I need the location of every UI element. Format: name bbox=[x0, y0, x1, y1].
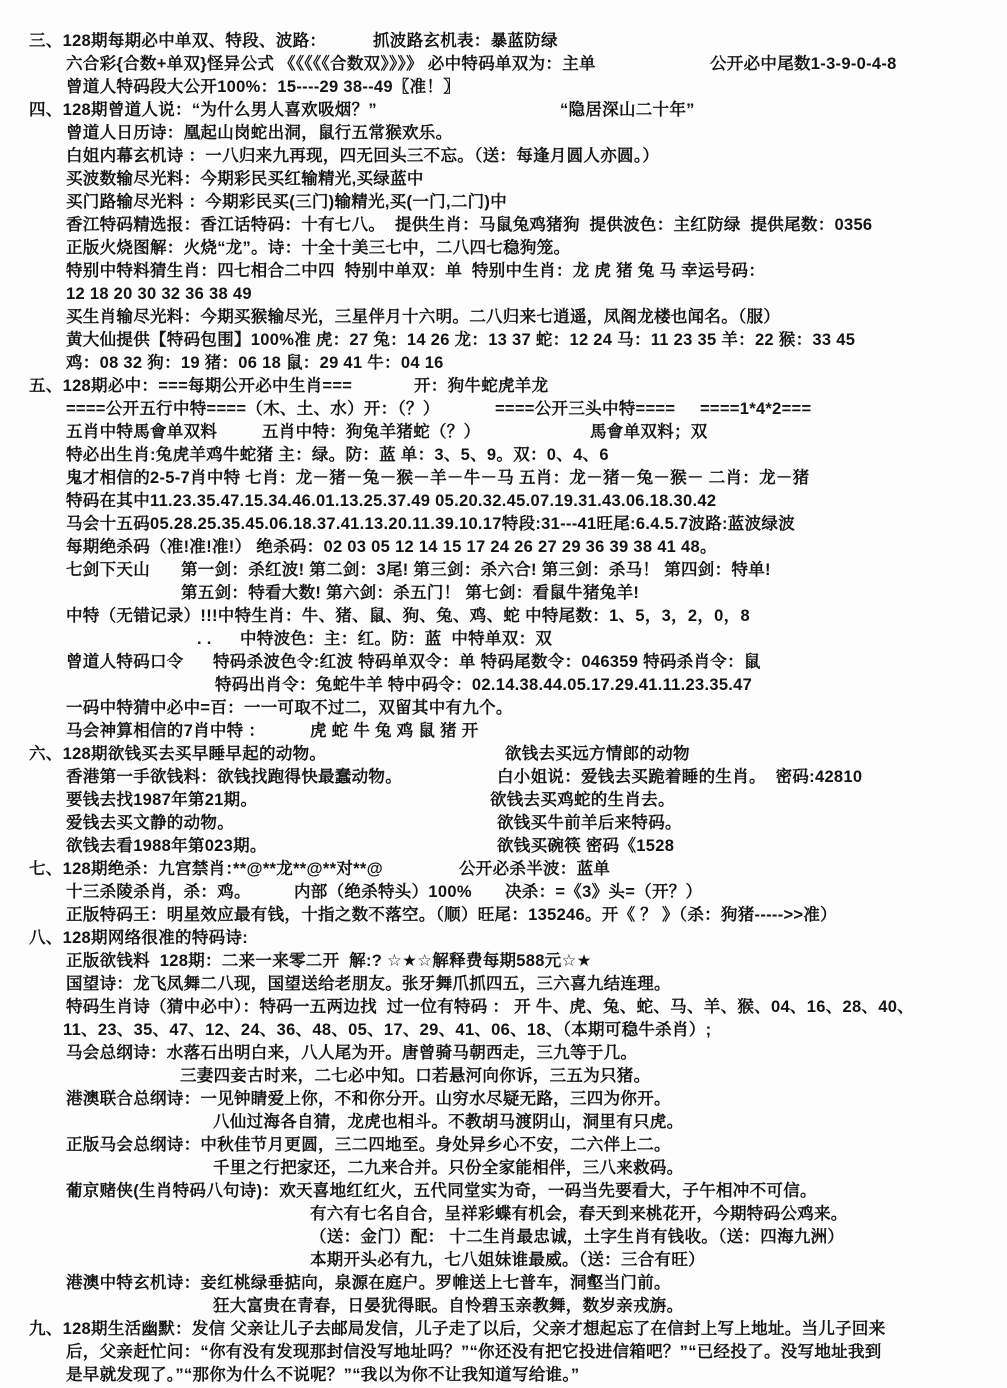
text-segment: 买生肖输尽光料：今期买猴输尽光，三星伴月十六明。二八归来七逍遥，凤阁龙楼也闻名。（服） bbox=[66, 308, 781, 326]
text-line bbox=[0, 1249, 1007, 1272]
text-line bbox=[0, 398, 1007, 421]
text-line bbox=[0, 835, 1007, 858]
text-segment: 决杀：=《3》头=（开？） bbox=[505, 883, 703, 901]
text-segment: 香港第一手欲钱料：欲钱找跑得快最蠢动物。 bbox=[66, 768, 402, 786]
text-segment: 八仙过海各自猜，龙虎也相斗。不教胡马渡阴山，洞里有只虎。 bbox=[213, 1113, 684, 1131]
text-segment: 第一剑：杀红波! 第二剑：3尾! 第三剑：杀六合! 第三剑：杀马！ 第四剑：特单! bbox=[181, 561, 771, 579]
text-segment: 曾道人特码口令 bbox=[66, 653, 184, 671]
text-segment: 特码在其中11.23.35.47.15.34.46.01.13.25.37.49 05.20.32.45.07.19.31.43.06.18.30.42 bbox=[66, 492, 717, 510]
text-line bbox=[0, 605, 1007, 628]
text-line bbox=[0, 1272, 1007, 1295]
text-line bbox=[0, 1364, 1007, 1387]
text-segment: 香江特码精选报：香江话特码：十有七八。 提供生肖：马鼠兔鸡猪狗 提供波色：主红防绿 提供尾数：0356 bbox=[66, 216, 873, 234]
text-line bbox=[0, 950, 1007, 973]
text-line bbox=[0, 513, 1007, 536]
text-segment: ====公开五行中特====（木、土、水）开：（？） bbox=[66, 400, 440, 418]
text-line bbox=[0, 927, 1007, 950]
text-line bbox=[0, 76, 1007, 99]
text-segment: 欲钱去买鸡蛇的生肖去。 bbox=[490, 791, 675, 809]
text-segment: 五肖中特馬會单双料 bbox=[66, 423, 218, 441]
text-line bbox=[0, 214, 1007, 237]
text-segment: 欲钱去买远方情郎的动物 bbox=[505, 745, 690, 763]
text-segment: 是早就发现了。”“那你为什么不说呢？”“我以为你不让我知道写给谁。” bbox=[66, 1366, 580, 1384]
text-line bbox=[0, 444, 1007, 467]
text-segment: 有六有七名自合，呈祥彩蝶有机会，春天到来桃花开，今期特码公鸡来。 bbox=[310, 1205, 848, 1223]
text-segment: 国望诗：龙飞凤舞二八现，国望送给老朋友。张牙舞爪抓四五，三六喜九结连理。 bbox=[66, 975, 671, 993]
text-segment: 每期绝杀码（准!准!准!） 绝杀码：02 03 05 12 14 15 17 24 26 27 29 36 39 38 41 48。 bbox=[66, 538, 717, 556]
text-segment: 特码出肖令：兔蛇牛羊 特中码令：02.14.38.44.05.17.29.41.11.23.35.47 bbox=[215, 676, 753, 694]
text-line bbox=[0, 1203, 1007, 1226]
text-line bbox=[0, 1226, 1007, 1249]
text-line bbox=[0, 329, 1007, 352]
text-segment: ====1*4*2=== bbox=[700, 400, 812, 418]
text-line bbox=[0, 1318, 1007, 1341]
section-9-youmo bbox=[0, 1318, 1007, 1387]
text-line bbox=[0, 766, 1007, 789]
text-segment: 九、128期生活幽默：发信 父亲让儿子去邮局发信，儿子走了以后，父亲才想起忘了在信封上写上地址。当儿子回来 bbox=[29, 1320, 886, 1338]
text-segment: 七、128期绝杀：九宫禁肖： bbox=[29, 860, 243, 878]
text-line bbox=[0, 53, 1007, 76]
text-segment: 要钱去找1987年第21期。 bbox=[66, 791, 258, 809]
text-segment: 11、23、35、47、12、24、36、48、05、17、29、41、06、18、（本期可稳牛杀肖）; bbox=[63, 1021, 712, 1039]
text-line bbox=[0, 421, 1007, 444]
text-segment: 狂大富贵在青春，日晏犹得眠。自怜碧玉亲教舞，数岁亲戎旃。 bbox=[213, 1297, 684, 1315]
text-segment: 公开必杀半波：蓝单 bbox=[459, 860, 611, 878]
text-segment: ====公开三头中特==== bbox=[495, 400, 676, 418]
text-line bbox=[0, 720, 1007, 743]
text-line bbox=[0, 1341, 1007, 1364]
text-segment: . . bbox=[197, 630, 212, 648]
text-line bbox=[0, 467, 1007, 490]
text-line bbox=[0, 306, 1007, 329]
section-5-bizhong bbox=[0, 375, 1007, 743]
text-segment: 买波数输尽光料：今期彩民买红输精光,买绿蓝中 bbox=[66, 170, 424, 188]
text-line bbox=[0, 881, 1007, 904]
text-segment: 特码生肖诗（猜中必中）：特码一五两边找 过一位有特码 ： 开 牛、虎、兔、蛇、马、羊、猴、04、16、28、40、 bbox=[66, 998, 914, 1016]
text-line bbox=[0, 1019, 1007, 1042]
text-line bbox=[0, 789, 1007, 812]
text-segment: 黄大仙提供【特码包围】100%准 虎：27 兔：14 26 龙：13 37 蛇：12 24 马：11 23 35 羊：22 猴：33 45 bbox=[66, 331, 856, 349]
text-line bbox=[0, 145, 1007, 168]
text-line bbox=[0, 352, 1007, 375]
text-segment: 港澳联合总纲诗：一见钟睛爱上你，不和你分开。山穷水尽疑无路，三四为你开。 bbox=[66, 1090, 671, 1108]
text-line bbox=[0, 674, 1007, 697]
text-segment: 抓波路玄机表：暴蓝防绿 bbox=[373, 32, 558, 50]
text-segment: 馬會单双料；双 bbox=[590, 423, 708, 441]
text-segment: 特别中特料猜生肖：四七相合二中四 特别中单双：单 特别中生肖：龙 虎 猪 兔 马 幸运号码： bbox=[66, 262, 766, 280]
text-segment: 虎 蛇 牛 兔 鸡 鼠 猪 开 bbox=[310, 722, 479, 740]
text-segment: 曾道人特码段大公开100%：15----29 38--49〖准！〗 bbox=[66, 78, 461, 96]
text-segment: 十三杀陵杀肖，杀：鸡。 bbox=[66, 883, 251, 901]
text-line bbox=[0, 191, 1007, 214]
text-line bbox=[0, 168, 1007, 191]
text-segment: 鬼才相信的2-5-7肖中特 七肖：龙－猪－兔－猴－羊－牛－马 五肖：龙－猪－兔－猴－ 二肖：龙－猪 bbox=[66, 469, 810, 487]
text-segment: “隐居深山二十年” bbox=[560, 101, 695, 119]
text-segment: 白姐内幕玄机诗 ：一八归来九再现，四无回头三不忘。（送：每逢月圆人亦圆。） bbox=[66, 147, 660, 165]
text-segment: 中特（无错记录）!!!中特生肖：牛、猪、鼠、狗、兔、鸡、蛇 中特尾数：1、5，3，2，0，8 bbox=[66, 607, 750, 625]
text-segment: 六合彩{合数+单双}怪异公式 《《《《《合数双》》》》 必中特码单双为：主单 bbox=[66, 55, 596, 73]
text-line bbox=[0, 1088, 1007, 1111]
text-line bbox=[0, 812, 1007, 835]
text-segment: 八、128期网络很准的特码诗: bbox=[29, 929, 249, 947]
text-segment: 三、128期每期必中单双、特段、波路： bbox=[29, 32, 327, 50]
text-line bbox=[0, 697, 1007, 720]
text-line bbox=[0, 628, 1007, 651]
text-segment: 马会十五码05.28.25.35.45.06.18.37.41.13.20.11.39.10.17特段:31---41旺尾:6.4.5.7波路:蓝波绿波 bbox=[66, 515, 795, 533]
text-segment: 三妻四妾古时来，二七必中知。口若悬河向你诉，三五为只猪。 bbox=[180, 1067, 651, 1085]
text-segment: 葡京赌侠(生肖特码八句诗)：欢天喜地红红火，五代同堂实为奇，一码当先要看大，子午相冲不可信。 bbox=[66, 1182, 817, 1200]
text-line bbox=[0, 260, 1007, 283]
text-segment: 本期开头必有九，七八姐妹谁最威。（送：三合有旺） bbox=[310, 1251, 705, 1269]
text-segment: 正版马会总纲诗：中秋佳节月更圆，三二四地至。身处异乡心不安，二六伴上二。 bbox=[66, 1136, 671, 1154]
text-segment: 欲钱去看1988年第023期。 bbox=[66, 837, 267, 855]
text-line bbox=[0, 904, 1007, 927]
text-segment: 正版特码王：明星效应最有钱，十指之数不落空。（顺）旺尾：135246。开《 ？ 》（杀：狗猪----->>准） bbox=[66, 906, 837, 924]
text-segment: 港澳中特玄机诗：妾红桃绿垂掂向，泉源在庭户。罗帷送上七普车，洞壑当门前。 bbox=[66, 1274, 671, 1292]
text-line bbox=[0, 996, 1007, 1019]
text-segment: 特码杀波色令:红波 特码单双令：单 特码尾数令：046359 特码杀肖令：鼠 bbox=[213, 653, 761, 671]
text-segment: 内部（绝杀特头）100% bbox=[294, 883, 472, 901]
section-7-juesha bbox=[0, 858, 1007, 927]
text-line bbox=[0, 30, 1007, 53]
text-line bbox=[0, 1157, 1007, 1180]
text-segment: 买门路输尽光料 ：今期彩民买(三门)输精光,买(一门,二门)中 bbox=[66, 193, 508, 211]
text-segment: 中特波色：主：红。防：蓝 中特单双：双 bbox=[240, 630, 553, 648]
text-line bbox=[0, 283, 1007, 306]
text-line bbox=[0, 559, 1007, 582]
text-line bbox=[0, 1180, 1007, 1203]
text-segment: 欲钱买牛前羊后来特码。 bbox=[497, 814, 682, 832]
text-line bbox=[0, 973, 1007, 996]
text-line bbox=[0, 651, 1007, 674]
text-segment: 一码中特猜中必中=百：一一可取不过二，双留其中有九个。 bbox=[66, 699, 513, 717]
text-segment: 马会神算相信的7肖中特 ： bbox=[66, 722, 266, 740]
text-segment: 公开必中尾数1-3-9-0-4-8 bbox=[710, 55, 897, 73]
text-line bbox=[0, 536, 1007, 559]
text-segment: 后，父亲赶忙问：“你有没有发现那封信没写地址吗？”“你还没有把它投进信箱吧？”“已经投了。没写地址我到 bbox=[66, 1343, 882, 1361]
text-segment: （送：金门）配： 十二生肖最忠诚，土字生肖有钱收。（送：四海九洲） bbox=[310, 1228, 845, 1246]
text-segment: 五肖中特：狗兔羊猪蛇（？） bbox=[262, 423, 481, 441]
text-segment: 12 18 20 30 32 36 38 49 bbox=[66, 285, 252, 303]
text-segment: 白小姐说：爱钱去买跪着睡的生肖。 密码:42810 bbox=[497, 768, 863, 786]
text-line bbox=[0, 743, 1007, 766]
text-segment: 四、128期曾道人说：“为什么男人喜欢吸烟？” bbox=[29, 101, 377, 119]
section-8-temashi bbox=[0, 927, 1007, 1318]
text-line bbox=[0, 1111, 1007, 1134]
text-segment: 第五剑：特看大数! 第六剑：杀五门！ 第七剑：看鼠牛猪兔羊! bbox=[181, 584, 640, 602]
text-line bbox=[0, 1295, 1007, 1318]
text-segment: 七剑下天山 bbox=[66, 561, 150, 579]
text-segment: 正版欲钱料 128期：二来一来零二开 解:? ☆★☆解释费每期588元☆★ bbox=[66, 952, 592, 970]
section-3-bidan bbox=[0, 30, 1007, 99]
text-segment: 千里之行把家还，二九来合并。只份全家能相伴，三八来救码。 bbox=[213, 1159, 684, 1177]
text-segment: 六、128期欲钱买去买早睡早起的动物。 bbox=[29, 745, 327, 763]
text-line bbox=[0, 1065, 1007, 1088]
text-segment: 马会总纲诗：水落石出明白来，八人尾为开。唐曾骑马朝西走，三九等于几。 bbox=[66, 1044, 638, 1062]
text-segment: 特必出生肖:兔虎羊鸡牛蛇猪 主：绿。防：蓝 单：3、5、9。双：0、4、6 bbox=[66, 446, 609, 464]
text-segment: **@**龙**@**对**@ bbox=[233, 860, 383, 878]
text-segment: 五、128期必中：===每期公开必中生肖=== bbox=[29, 377, 353, 395]
text-segment: 正版火烧图解：火烧“龙”。诗：十全十美三七中，二八四七稳狗笼。 bbox=[66, 239, 571, 257]
text-line bbox=[0, 1134, 1007, 1157]
section-4-zengdaoren bbox=[0, 99, 1007, 375]
text-line bbox=[0, 99, 1007, 122]
text-line bbox=[0, 237, 1007, 260]
section-6-yuqian bbox=[0, 743, 1007, 858]
text-line bbox=[0, 375, 1007, 398]
text-segment: 鸡：08 32 狗：19 猪：06 18 鼠：29 41 牛：04 16 bbox=[66, 354, 444, 372]
text-line bbox=[0, 122, 1007, 145]
text-segment: 爱钱去买文静的动物。 bbox=[66, 814, 234, 832]
text-segment: 欲钱买碗筷 密码《1528 bbox=[497, 837, 675, 855]
text-line bbox=[0, 1042, 1007, 1065]
text-segment: 开：狗牛蛇虎羊龙 bbox=[414, 377, 549, 395]
text-line bbox=[0, 582, 1007, 605]
text-line bbox=[0, 858, 1007, 881]
text-line bbox=[0, 490, 1007, 513]
text-segment: 曾道人日历诗：凰起山岗蛇出洞，鼠行五常猴欢乐。 bbox=[66, 124, 453, 142]
